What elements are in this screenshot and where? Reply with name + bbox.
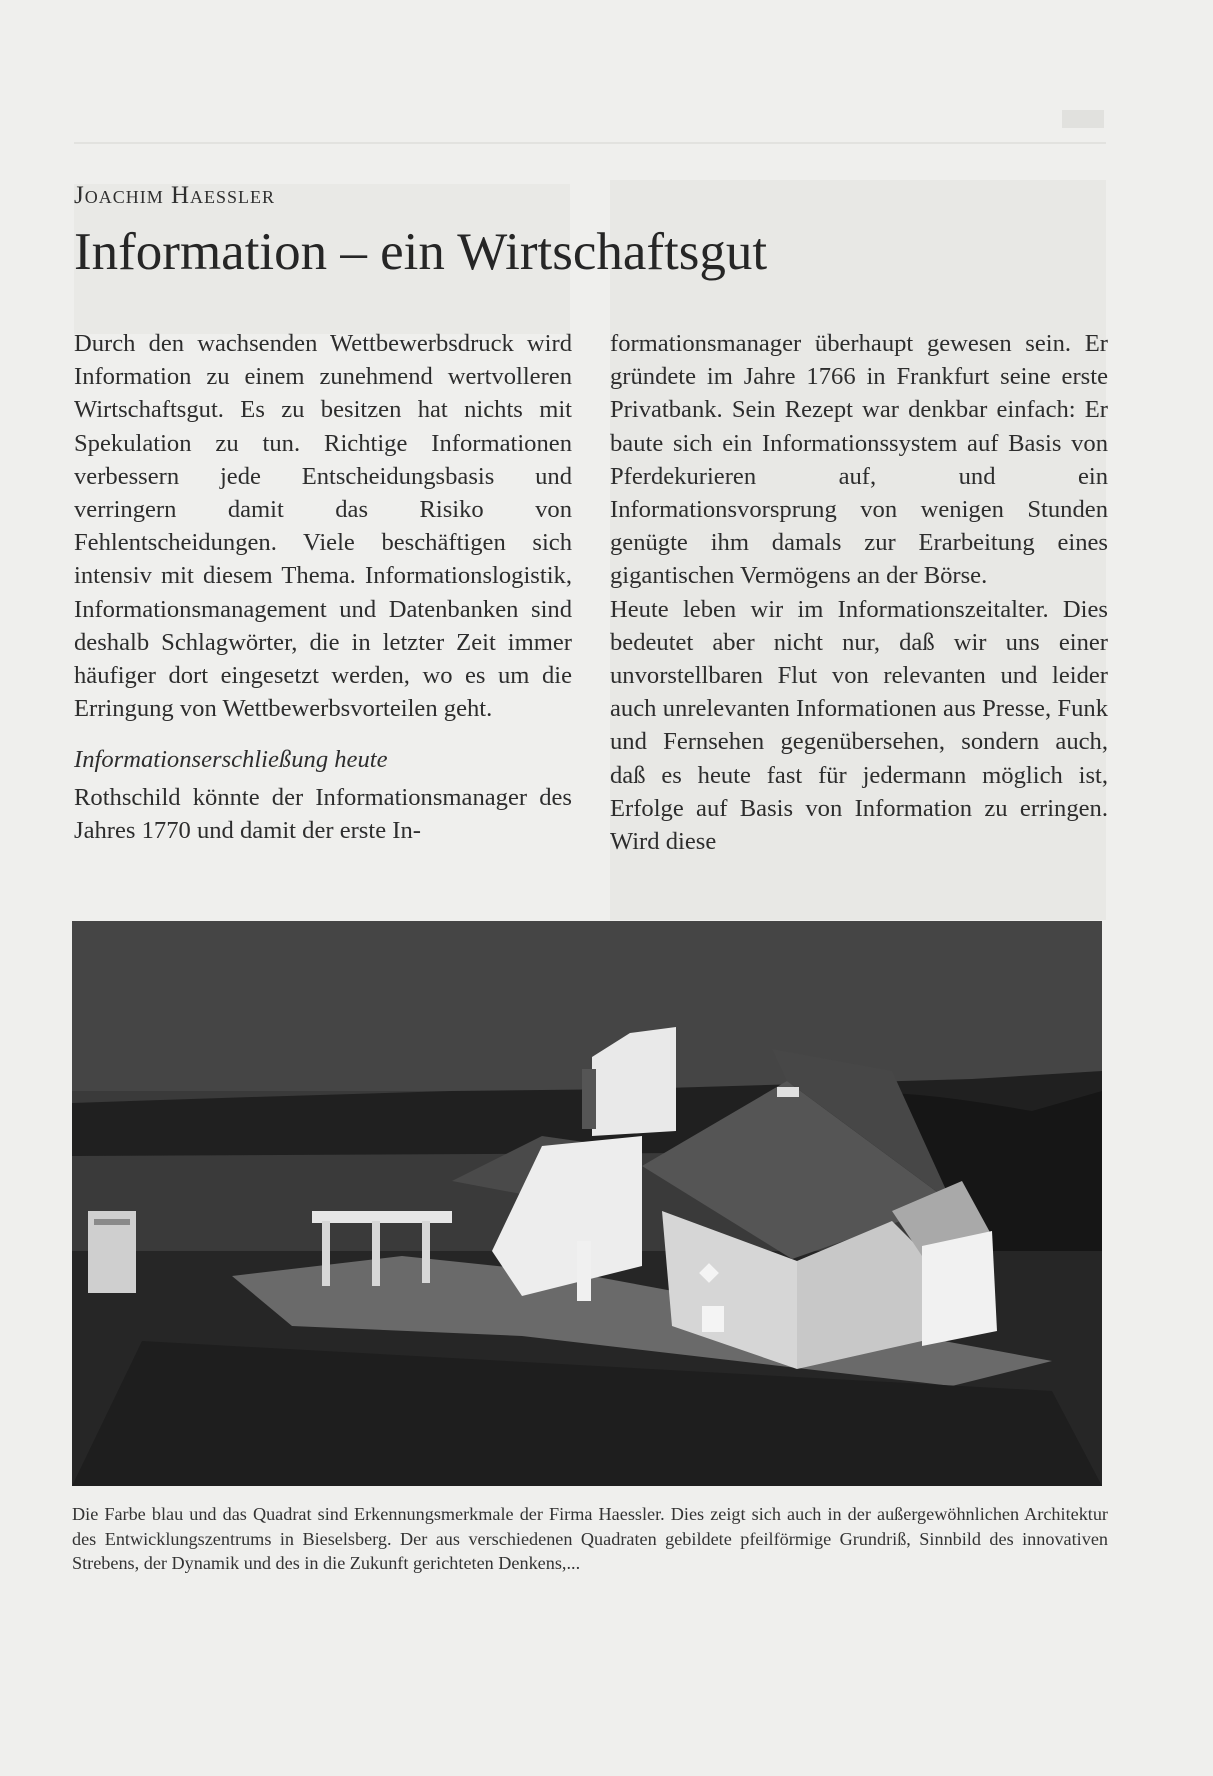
photo-pergola-post-2 (372, 1221, 380, 1286)
photo-chimney (582, 1069, 596, 1129)
page-top-rule (74, 142, 1106, 144)
photo-skylight (777, 1087, 799, 1097)
photo-pergola-post-3 (422, 1221, 430, 1283)
photo-square-window (702, 1306, 724, 1332)
page-number-marker (1062, 110, 1104, 128)
photo-pergola-beam (312, 1211, 452, 1223)
article-title: Information – ein Wirtschaftsgut (74, 223, 768, 281)
figure-caption: Die Farbe blau und das Quadrat sind Erkennungsmerkmale der Firma Haessler. Dies zeigt sich auch in der außergewöhnlichen Architektur des Entwicklungszentrums in Bieselsberg. Der aus verschiedenen Quadraten gebildete pfeilförmige Grundriß, Sinnbild des innovativen Strebens, der Dynamik und des in die Zukunft gerichteten Denkens,... (72, 1504, 1108, 1573)
section-subheading: Informationserschließung heute (74, 746, 388, 774)
photo-conservatory-glass (922, 1231, 997, 1346)
continuation-paragraph: formationsmanager überhaupt gewesen sein. Er gründete im Jahre 1766 in Frankfurt seine erste Privatbank. Sein Rezept war denkbar einfach: Er baute sich ein Informationssystem auf Basis von Pferdekurieren auf, und ein Informationsvorsprung von wenigen Stunden genügte ihm damals zur Erarbeitung eines gigantischen Vermögens an der Börse. (610, 330, 1108, 590)
intro-paragraph: Durch den wachsenden Wettbewerbsdruck wird Information zu einem zunehmend wertvolleren Wirtschaftsgut. Es zu besitzen hat nichts mit Spekulation zu tun. Richtige Informationen verbessern jede Entscheidungsbasis und verringern damit das Risiko von Fehlentscheidungen. Viele beschäftigen sich intensiv mit diesem Thema. Informationslogistik, Informationsmanagement und Datenbanken sind deshalb Schlagwörter, die in letzter Zeit immer häufiger dort eingesetzt werden, wo es um die Erringung von Wettbewerbsvorteilen geht. (74, 330, 572, 723)
photo-sign-line (94, 1219, 130, 1225)
photo-entrance-light (577, 1241, 591, 1301)
article-header (74, 176, 1106, 284)
rothschild-paragraph: Rothschild könnte der Informationsmanager des Jahres 1770 und damit der erste In- (74, 783, 572, 844)
building-illustration (72, 921, 1102, 1486)
information-age-paragraph: Heute leben wir im Informationszeitalter. Dies bedeutet aber nicht nur, daß wir uns einer unvorstellbaren Flut von relevanten und leider auch unrelevanten Informationen aus Presse, Funk und Fernsehen gegenübersehen, sondern auch, daß es heute fast für jedermann möglich ist, Erfolge auf Basis von Information zu erringen. Wird diese (610, 595, 1108, 856)
building-photograph (72, 921, 1102, 1486)
author-name: Joachim Haessler (74, 182, 276, 209)
photo-sky-upper (72, 921, 1102, 1091)
photo-pergola-post-1 (322, 1221, 330, 1286)
text-column-left (74, 327, 572, 847)
text-column-right (610, 327, 1108, 858)
